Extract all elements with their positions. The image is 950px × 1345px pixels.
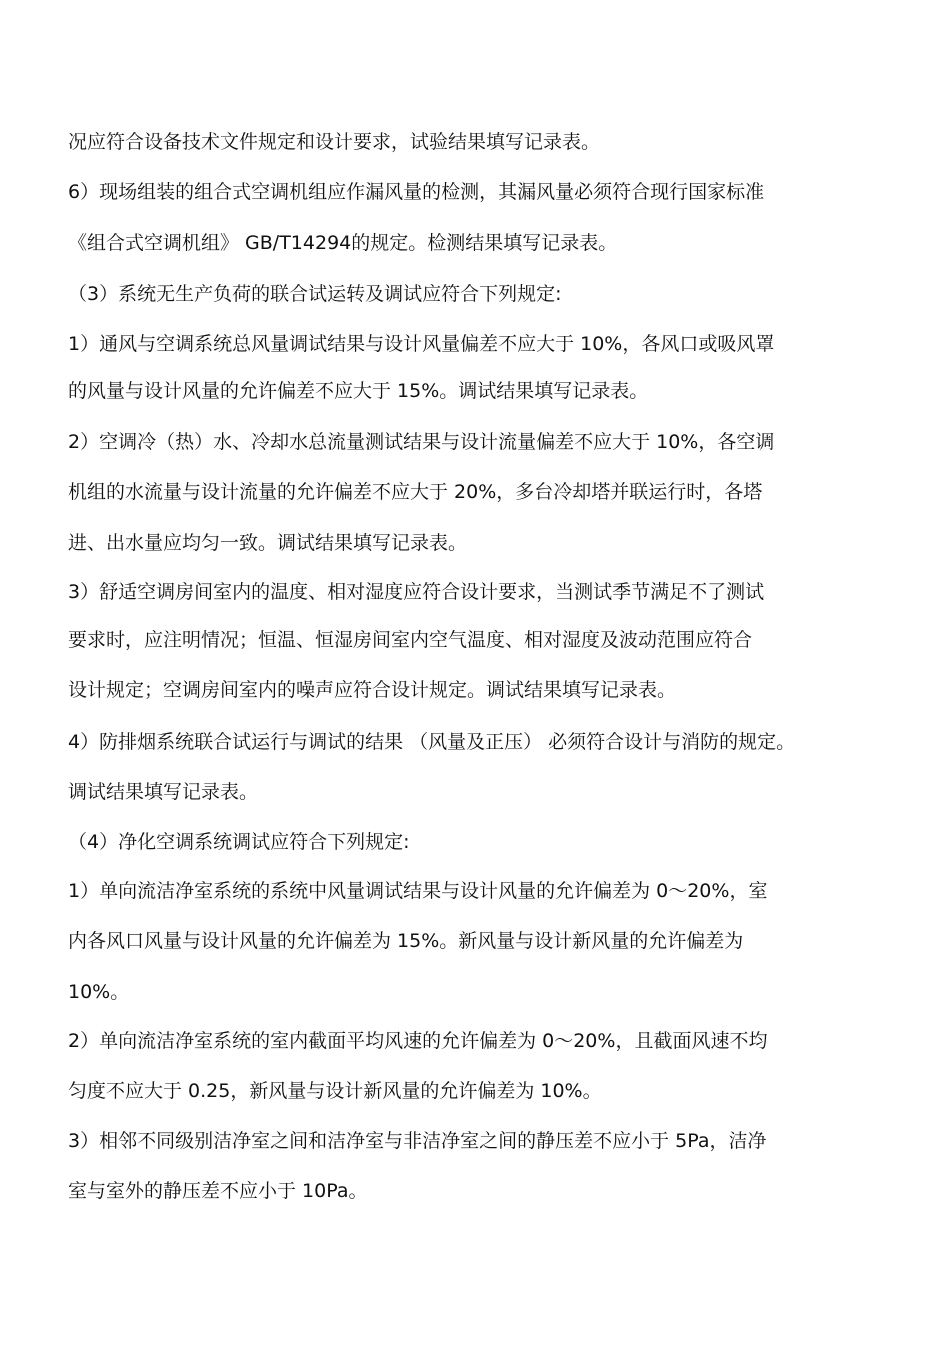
text-line: 1）单向流洁净室系统的系统中风量调试结果与设计风量的允许偏差为 0～20%，室 [68, 880, 768, 902]
text-line: 调试结果填写记录表。 [68, 781, 259, 803]
text-line: 机组的水流量与设计流量的允许偏差不应大于 20%，多台冷却塔并联运行时，各塔 [68, 481, 763, 503]
text-line: 2）空调冷（热）水、冷却水总流量测试结果与设计流量偏差不应大于 10%，各空调 [68, 431, 775, 453]
text-line: 内各风口风量与设计风量的允许偏差为 15%。新风量与设计新风量的允许偏差为 [68, 930, 744, 952]
text-line: 匀度不应大于 0.25，新风量与设计新风量的允许偏差为 10%。 [68, 1080, 602, 1102]
text-line: 况应符合设备技术文件规定和设计要求，试验结果填写记录表。 [68, 131, 601, 153]
text-line: 6）现场组装的组合式空调机组应作漏风量的检测，其漏风量必须符合现行国家标准 [68, 181, 765, 203]
text-line: 设计规定；空调房间室内的噪声应符合设计规定。调试结果填写记录表。 [68, 679, 677, 701]
text-line: 进、出水量应均匀一致。调试结果填写记录表。 [68, 532, 468, 554]
text-line: 2）单向流洁净室系统的室内截面平均风速的允许偏差为 0～20%，且截面风速不均 [68, 1030, 768, 1052]
text-line: 3）舒适空调房间室内的温度、相对湿度应符合设计要求，当测试季节满足不了测试 [68, 581, 765, 603]
text-line: （3）系统无生产负荷的联合试运转及调试应符合下列规定: [68, 283, 562, 305]
text-line: 4）防排烟系统联合试运行与调试的结果 （风量及正压） 必须符合设计与消防的规定。 [68, 731, 796, 753]
text-line: 3）相邻不同级别洁净室之间和洁净室与非洁净室之间的静压差不应小于 5Pa，洁净 [68, 1130, 767, 1152]
text-line: 10%。 [68, 981, 130, 1003]
text-line: 《组合式空调机组》 GB∕T14294的规定。检测结果填写记录表。 [68, 232, 618, 254]
text-line: 室与室外的静压差不应小于 10Pa。 [68, 1180, 368, 1202]
text-line: 的风量与设计风量的允许偏差不应大于 15%。调试结果填写记录表。 [68, 380, 649, 402]
text-line: （4）净化空调系统调试应符合下列规定: [68, 831, 410, 853]
text-line: 1）通风与空调系统总风量调试结果与设计风量偏差不应大于 10%，各风口或吸风罩 [68, 333, 775, 355]
text-line: 要求时，应注明情况；恒温、恒湿房间室内空气温度、相对湿度及波动范围应符合 [68, 629, 753, 651]
